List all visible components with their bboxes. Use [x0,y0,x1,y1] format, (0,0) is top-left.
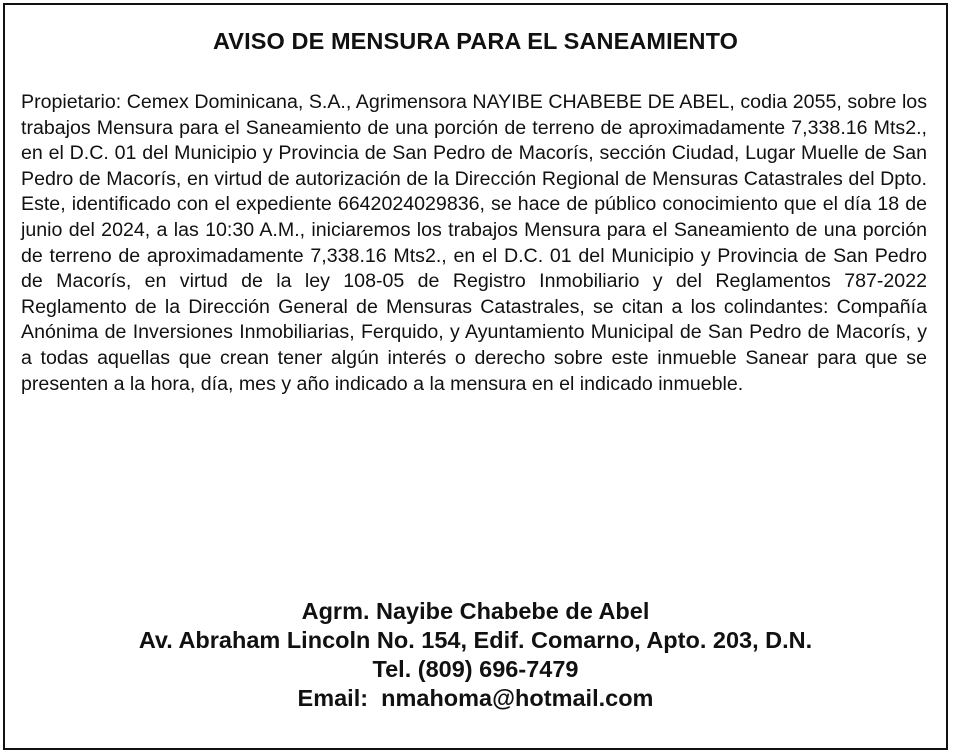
notice-body: Propietario: Cemex Dominicana, S.A., Agrimensora NAYIBE CHABEBE DE ABEL, codia 2055, sobre los trabajos Mensura para el Saneamiento de una porción de terreno de aproximadamente 7,338.16 Mts2., en el D.C. 01 del Municipio y Provincia de San Pedro de Macorís, sección Ciudad, Lugar Muelle de San Pedro de Macorís, en virtud de autorización de la Dirección Regional de Mensuras Catastrales del Dpto. Este, identificado con el expediente 6642024029836, se hace de público conocimiento que el día 18 de junio del 2024, a las 10:30 A.M., iniciaremos los trabajos Mensura para el Saneamiento de una porción de terreno de aproximadamente 7,338.16 Mts2., en el D.C. 01 del Municipio y Provincia de San Pedro de Macorís, en virtud de la ley 108-05 de Registro Inmobiliario y del Reglamentos 787-2022 Reglamento de la Dirección General de Mensuras Catastrales, se citan a los colindantes: Compañía Anónima de Inversiones Inmobiliarias, Ferquido, y Ayuntamiento Municipal de San Pedro de Macorís, y a todas aquellas que crean tener algún interés o derecho sobre este inmueble Sanear para que se presenten a la hora, día, mes y año indicado a la mensura en el indicado inmueble. [21,91,927,395]
signature-phone: Tel. (809) 696-7479 [372,656,579,682]
signature-block [5,597,946,713]
notice-title: AVISO DE MENSURA PARA EL SANEAMIENTO [212,28,738,54]
signature-address: Av. Abraham Lincoln No. 154, Edif. Comarno, Apto. 203, D.N. [138,627,813,653]
notice-box [3,3,948,750]
signature-email: Email: nmahoma@hotmail.com [297,685,654,711]
signature-name: Agrm. Nayibe Chabebe de Abel [301,598,650,624]
